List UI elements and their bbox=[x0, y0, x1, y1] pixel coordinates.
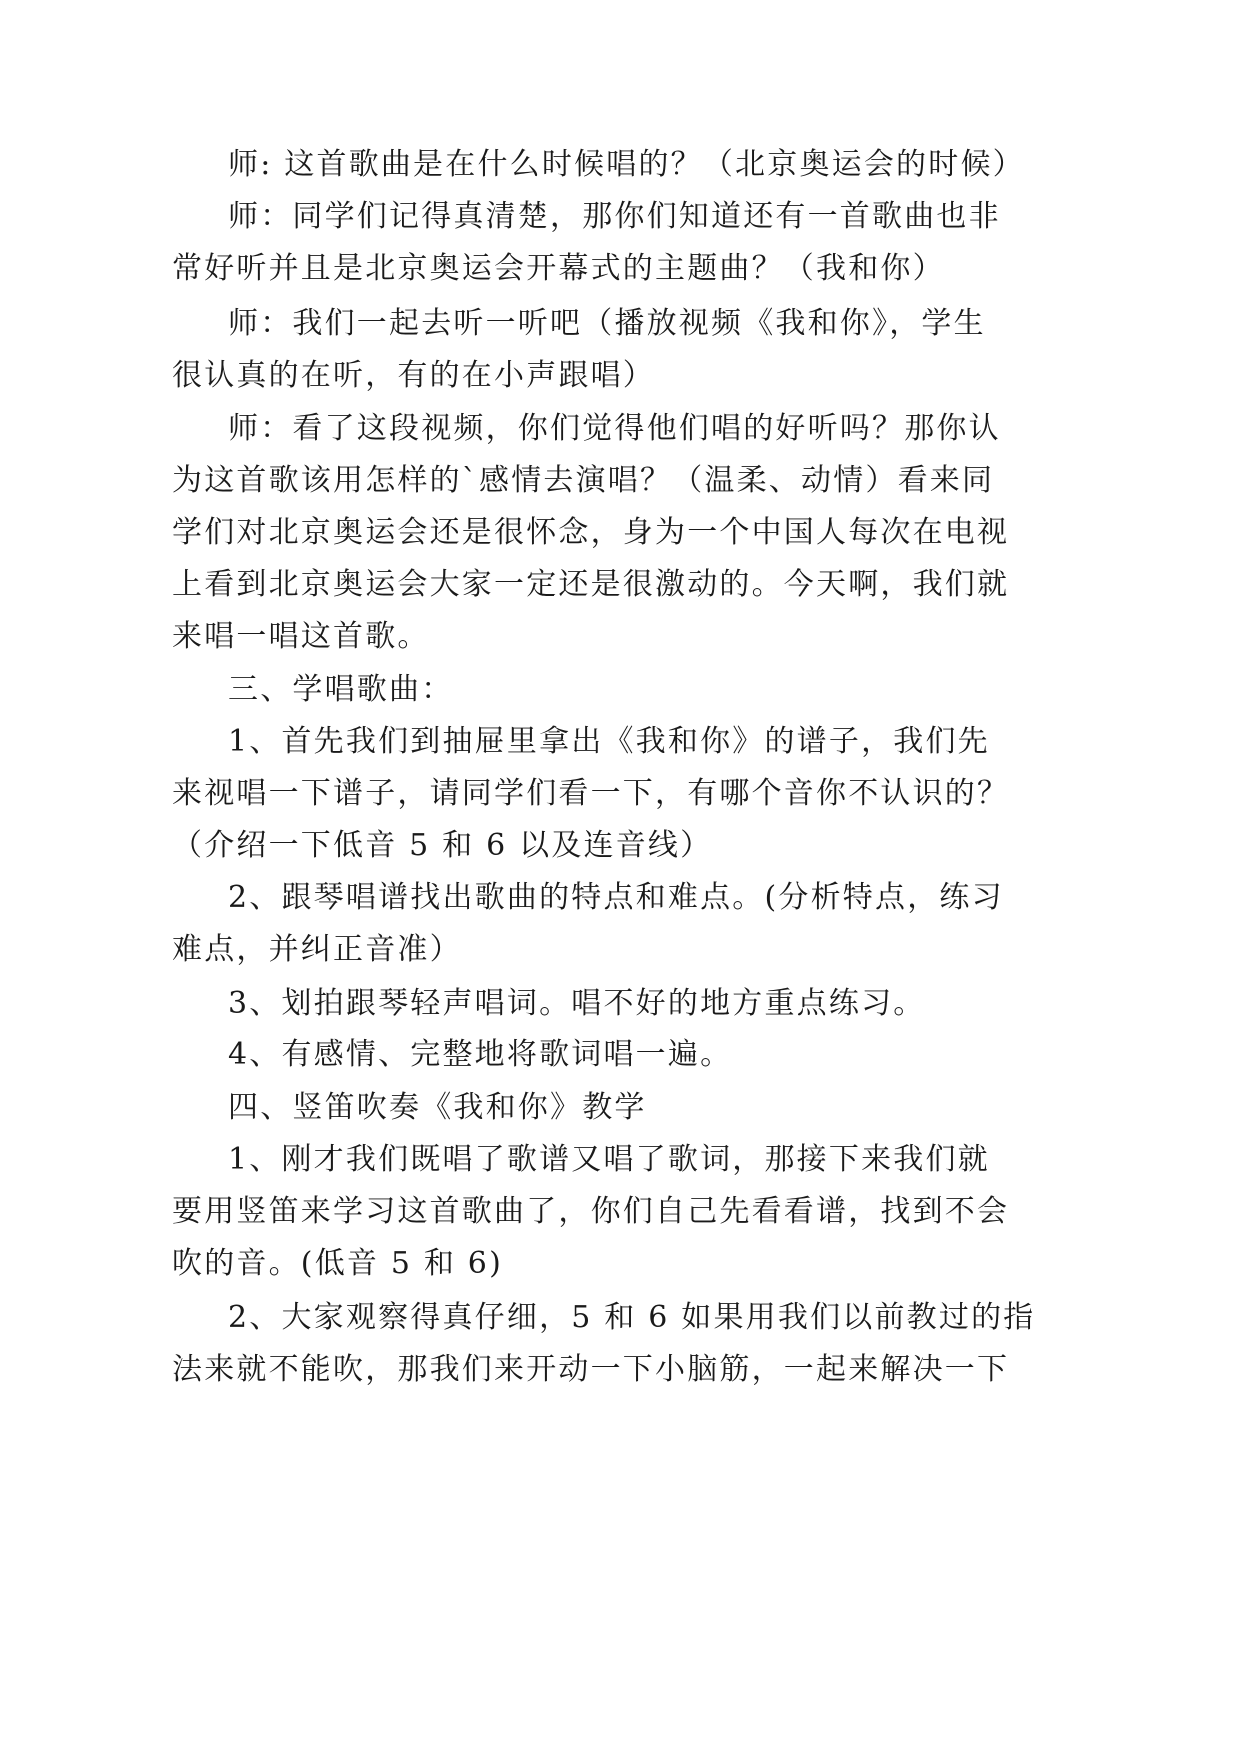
text-line: 3、划拍跟琴轻声唱词。唱不好的地方重点练习。 bbox=[228, 986, 926, 1021]
text-line: 为这首歌该用怎样的`感情去演唱？（温柔、动情）看来同 bbox=[172, 463, 995, 498]
text-line: 学们对北京奥运会还是很怀念，身为一个中国人每次在电视 bbox=[172, 515, 1010, 550]
text-line: 2、跟琴唱谱找出歌曲的特点和难点。(分析特点，练习 bbox=[228, 880, 1004, 915]
text-line: 吹的音。(低音 5 和 6) bbox=[172, 1246, 503, 1281]
text-line: 1、刚才我们既唱了歌谱又唱了歌词，那接下来我们就 bbox=[228, 1142, 990, 1177]
text-line: 1、首先我们到抽屉里拿出《我和你》的谱子，我们先 bbox=[228, 724, 990, 759]
text-line: 法来就不能吹，那我们来开动一下小脑筋，一起来解决一下 bbox=[172, 1352, 1010, 1387]
text-line: 师：同学们记得真清楚，那你们知道还有一首歌曲也非 bbox=[228, 199, 1001, 234]
section-heading: 四、竖笛吹奏《我和你》教学 bbox=[228, 1090, 647, 1125]
text-line: （介绍一下低音 5 和 6 以及连音线） bbox=[172, 828, 713, 863]
text-line: 师: 这首歌曲是在什么时候唱的？（北京奥运会的时候） bbox=[228, 147, 1025, 182]
text-line: 要用竖笛来学习这首歌曲了，你们自己先看看谱，找到不会 bbox=[172, 1194, 1010, 1229]
text-line: 难点，并纠正音准） bbox=[172, 932, 462, 967]
text-line: 来唱一唱这首歌。 bbox=[172, 619, 430, 654]
text-line: 师：我们一起去听一听吧（播放视频《我和你》，学生 bbox=[228, 306, 986, 341]
text-line: 来视唱一下谱子，请同学们看一下，有哪个音你不认识的？ bbox=[172, 776, 1010, 811]
text-line: 2、大家观察得真仔细，5 和 6 如果用我们以前教过的指 bbox=[228, 1300, 1036, 1335]
text-line: 师：看了这段视频，你们觉得他们唱的好听吗？那你认 bbox=[228, 411, 1001, 446]
text-line: 4、有感情、完整地将歌词唱一遍。 bbox=[228, 1037, 733, 1072]
section-heading: 三、学唱歌曲： bbox=[228, 672, 454, 707]
text-line: 很认真的在听，有的在小声跟唱） bbox=[172, 358, 655, 393]
text-line: 常好听并且是北京奥运会开幕式的主题曲？（我和你） bbox=[172, 251, 945, 286]
text-line: 上看到北京奥运会大家一定还是很激动的。今天啊，我们就 bbox=[172, 567, 1010, 602]
